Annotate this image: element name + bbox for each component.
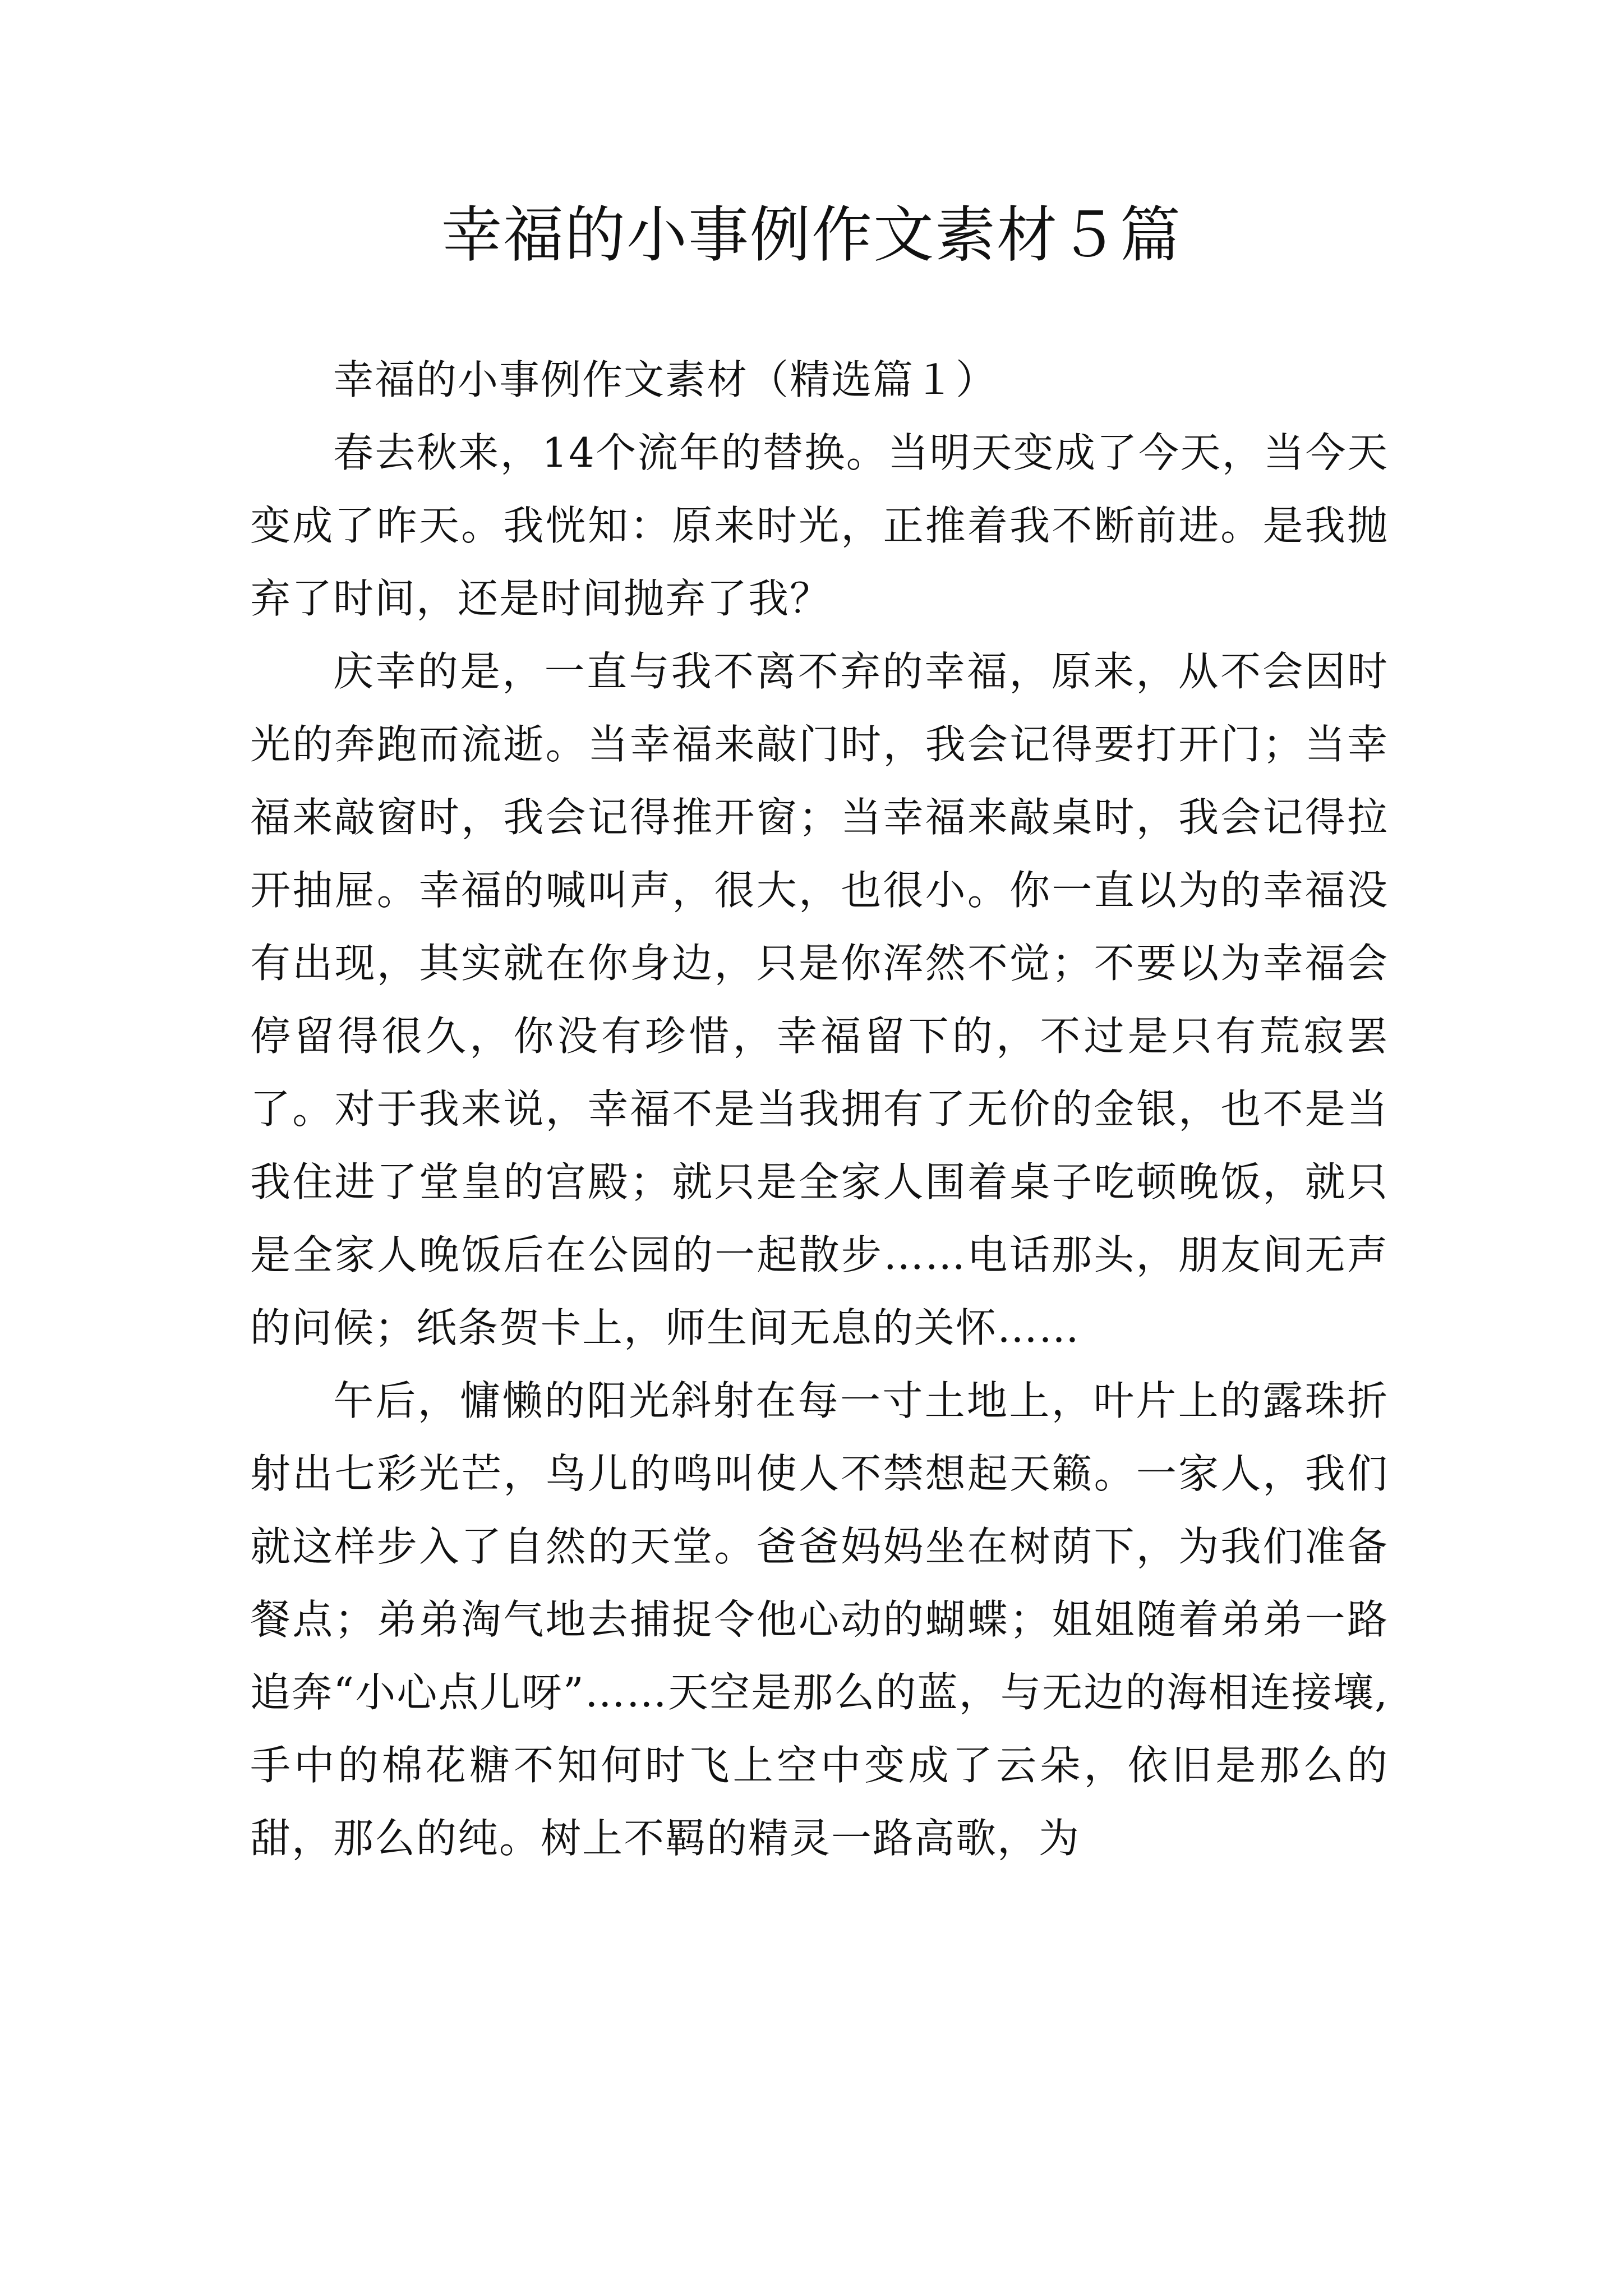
- section-heading: 幸福的小事例作文素材（精选篇１）: [333, 356, 998, 403]
- document-body: [250, 343, 1389, 1875]
- paragraph: 春去秋来，14个流年的替换。当明天变成了今天，当今天变成了昨天。我恍知：原来时光，正推着我不断前进。是我抛弃了时间，还是时间抛弃了我？: [250, 429, 1389, 622]
- document-title: 幸福的小事例作文素材５篇: [441, 200, 1182, 270]
- paragraph: 庆幸的是，一直与我不离不弃的幸福，原来，从不会因时光的奔跑而流逝。当幸福来敲门时，我会记得要打开门；当幸福来敲窗时，我会记得推开窗；当幸福来敲桌时，我会记得拉开抽屉。幸福的喊叫声，很大，也很小。你一直以为的幸福没有出现，其实就在你身边，只是你浑然不觉；不要以为幸福会停留得很久，你没有珍惜，幸福留下的，不过是只有荒寂罢了。对于我来说，幸福不是当我拥有了无价的金银，也不是当我住进了堂皇的宫殿；就只是全家人围着桌子吃顿晚饭，就只是全家人晚饭后在公园的一起散步……电话那头，朋友间无声的问候；纸条贺卡上，师生间无息的关怀……: [250, 648, 1389, 1351]
- paragraph: 午后，慵懒的阳光斜射在每一寸土地上，叶片上的露珠折射出七彩光芒，鸟儿的鸣叫使人不禁想起天籁。一家人，我们就这样步入了自然的天堂。爸爸妈妈坐在树荫下，为我们准备餐点；弟弟淘气地去捕捉令他心动的蝴蝶；姐姐随着弟弟一路追奔“小心点儿呀”……天空是那么的蓝，与无边的海相连接壤,手中的棉花糖不知何时飞上空中变成了云朵，依旧是那么的甜，那么的纯。树上不羁的精灵一路高歌，为: [250, 1377, 1389, 1862]
